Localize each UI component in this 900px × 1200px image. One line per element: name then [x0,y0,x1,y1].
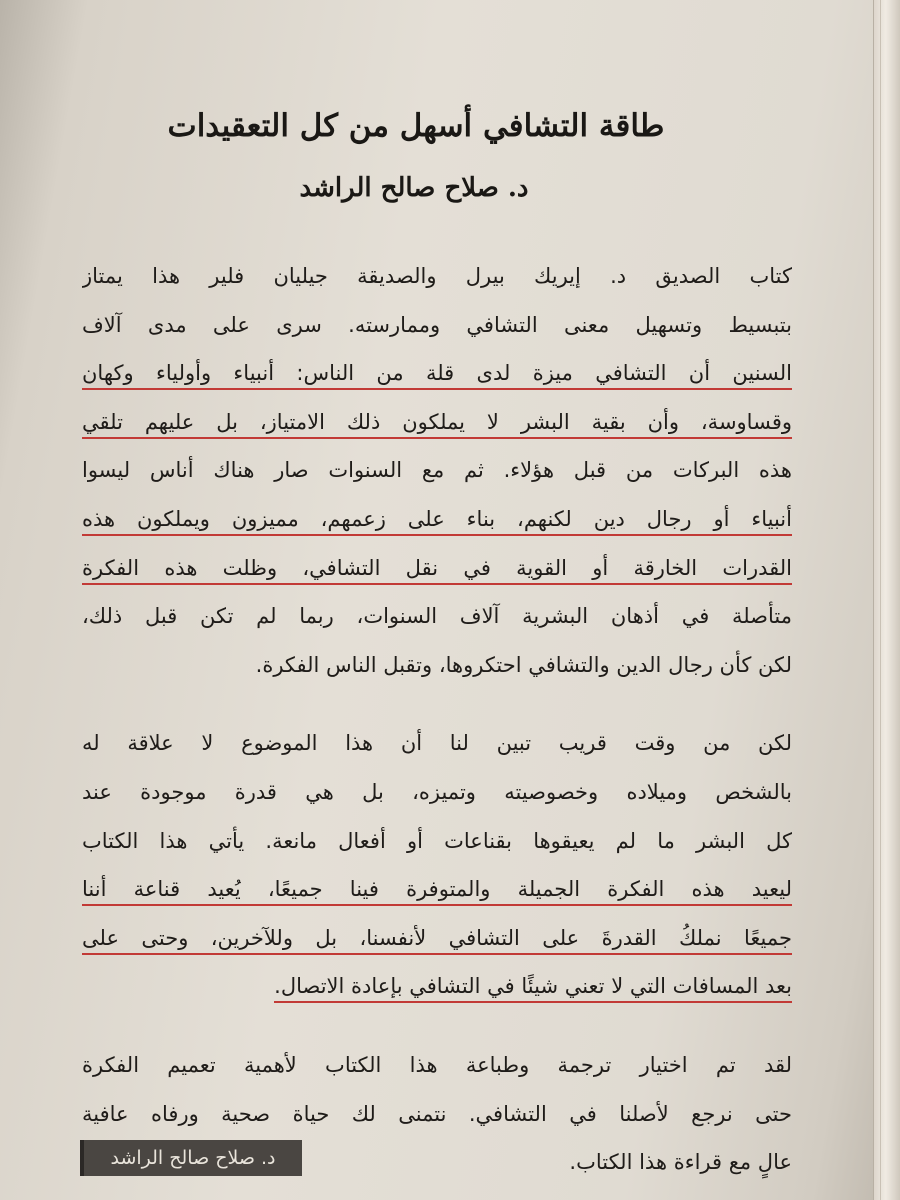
text-line: كل البشر ما لم يعيقوها بقناعات أو أفعال مانعة. يأتي هذا الكتاب [82,828,792,853]
text-line: بتبسيط وتسهيل معنى التشافي وممارسته. سرى على مدى آلاف [82,312,792,337]
underlined-line: ليعيد هذه الفكرة الجميلة والمتوفرة فينا جميعًا، يُعيد قناعة أننا [82,877,792,906]
text-line: هذه البركات من قبل هؤلاء. ثم مع السنوات صار هناك أناس ليسوا [82,458,792,483]
underlined-line: بعد المسافات التي لا تعني شيئًا في التشافي بإعادة الاتصال. [274,974,792,1003]
underlined-line: جميعًا نملكُ القدرةَ على التشافي لأنفسنا، بل وللآخرين، وحتى على [82,926,792,955]
underlined-line: أنبياء أو رجال دين لكنهم، بناء على زعمهم، مميزون ويملكون هذه [82,507,792,536]
underlined-line: القدرات الخارقة أو القوية في نقل التشافي، وظلت هذه الفكرة [82,556,792,585]
page-title: طاقة التشافي أسهل من كل التعقيدات [167,108,665,144]
paragraph-1 [82,252,792,689]
text-line: بالشخص وميلاده وخصوصيته وتميزه، بل هي قدرة موجودة عند [82,779,792,804]
footer-author-tag: د. صلاح صالح الراشد [80,1140,302,1176]
text-line: لكن كأن رجال الدين والتشافي احتكروها، وتقبل الناس الفكرة. [255,652,792,677]
text-line: لقد تم اختيار ترجمة وطباعة هذا الكتاب لأهمية تعميم الفكرة [82,1052,792,1077]
underlined-line: وقساوسة، وأن بقية البشر لا يملكون ذلك الامتياز، بل عليهم تلقي [82,410,792,439]
text-line [82,544,792,593]
text-line [82,865,792,914]
text-line [82,495,792,544]
text-line [82,349,792,398]
text-line: كتاب الصديق د. إيريك بيرل والصديقة جيليان فلير هذا يمتاز [82,264,792,288]
author-name: د. صلاح صالح الراشد [299,173,529,203]
underlined-line: السنين أن التشافي ميزة لدى قلة من الناس: أنبياء وأولياء وكهان [82,361,792,390]
paragraph-2 [82,719,792,1011]
text-line: لكن من وقت قريب تبين لنا أن هذا الموضوع لا علاقة له [82,731,792,756]
text-line: متأصلة في أذهان البشرية آلاف السنوات، ربما لم تكن قبل ذلك، [82,604,792,629]
text-line [82,962,792,1011]
text-line [82,914,792,963]
body-text [82,252,792,1187]
text-line: عالٍ مع قراءة هذا الكتاب. [569,1150,792,1175]
text-line [82,398,792,447]
page-edge [873,0,900,1200]
text-line: حتى نرجع لأصلنا في التشافي. نتمنى لك حياة صحية ورفاه عافية [82,1101,792,1126]
